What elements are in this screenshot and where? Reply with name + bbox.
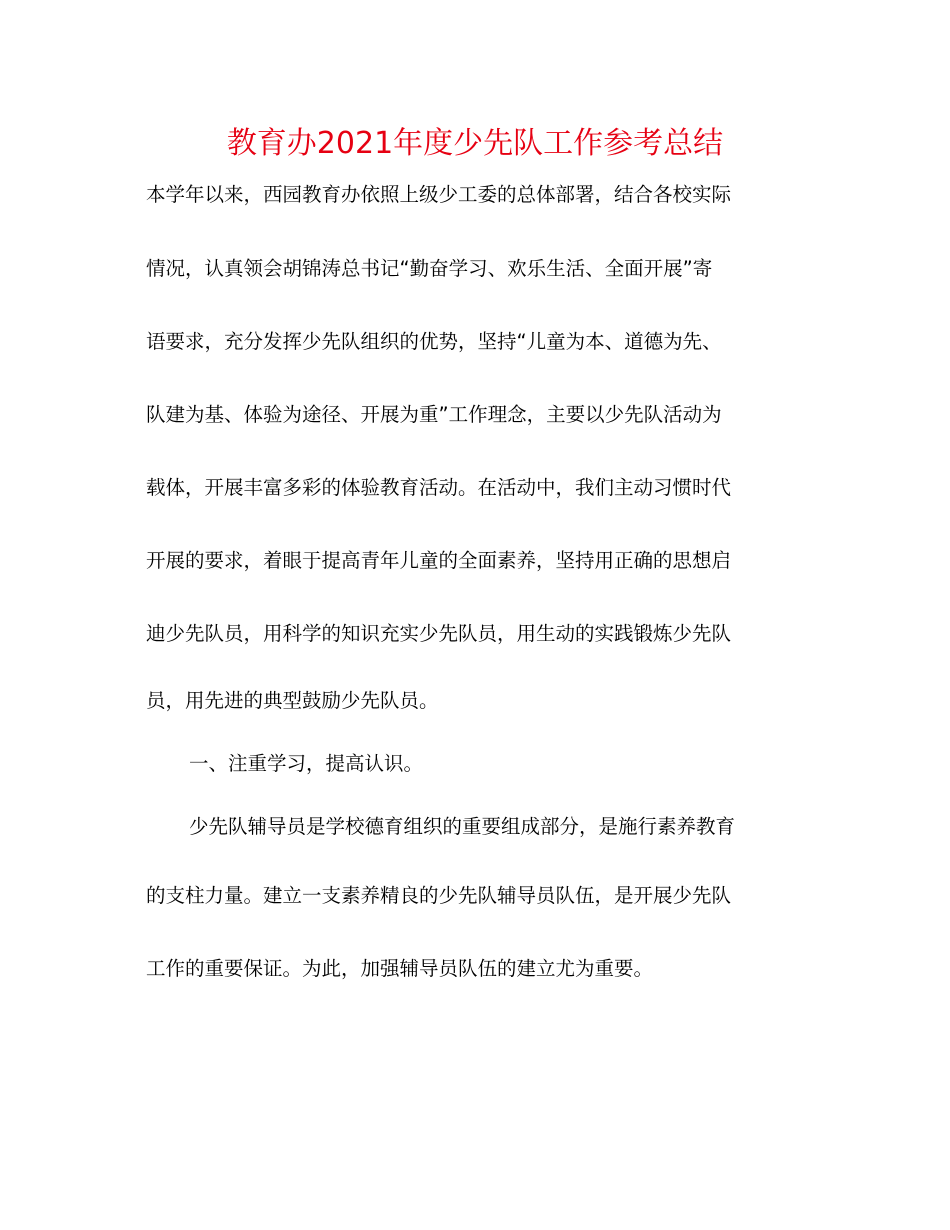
paragraph-line: 的支柱力量。建立一支素养精良的少先队辅导员队伍，是开展少先队	[146, 884, 732, 907]
paragraph-line: 语要求，充分发挥少先队组织的优势，坚持“儿童为本、道德为先、	[146, 330, 722, 353]
section-heading: 一、注重学习，提高认识。	[189, 752, 424, 775]
paragraph-line: 开展的要求，着眼于提高青年儿童的全面素养，坚持用正确的思想启	[146, 549, 732, 572]
paragraph-line: 队建为基、体验为途径、开展为重”工作理念，主要以少先队活动为	[146, 403, 722, 426]
document-title: 教育办2021年度少先队工作参考总结	[226, 126, 724, 161]
paragraph-line: 载体，开展丰富多彩的体验教育活动。在活动中，我们主动习惯时代	[146, 476, 732, 499]
paragraph-line: 本学年以来，西园教育办依照上级少工委的总体部署，结合各校实际	[146, 183, 732, 206]
paragraph-line: 员，用先进的典型鼓励少先队员。	[146, 689, 439, 712]
paragraph-line: 情况，认真领会胡锦涛总书记“勤奋学习、欢乐生活、全面开展”寄	[146, 257, 713, 280]
paragraph-line: 工作的重要保证。为此，加强辅导员队伍的建立尤为重要。	[146, 957, 654, 980]
paragraph-line: 少先队辅导员是学校德育组织的重要组成部分，是施行素养教育	[189, 815, 736, 838]
paragraph-line: 迪少先队员，用科学的知识充实少先队员，用生动的实践锻炼少先队	[146, 622, 732, 645]
